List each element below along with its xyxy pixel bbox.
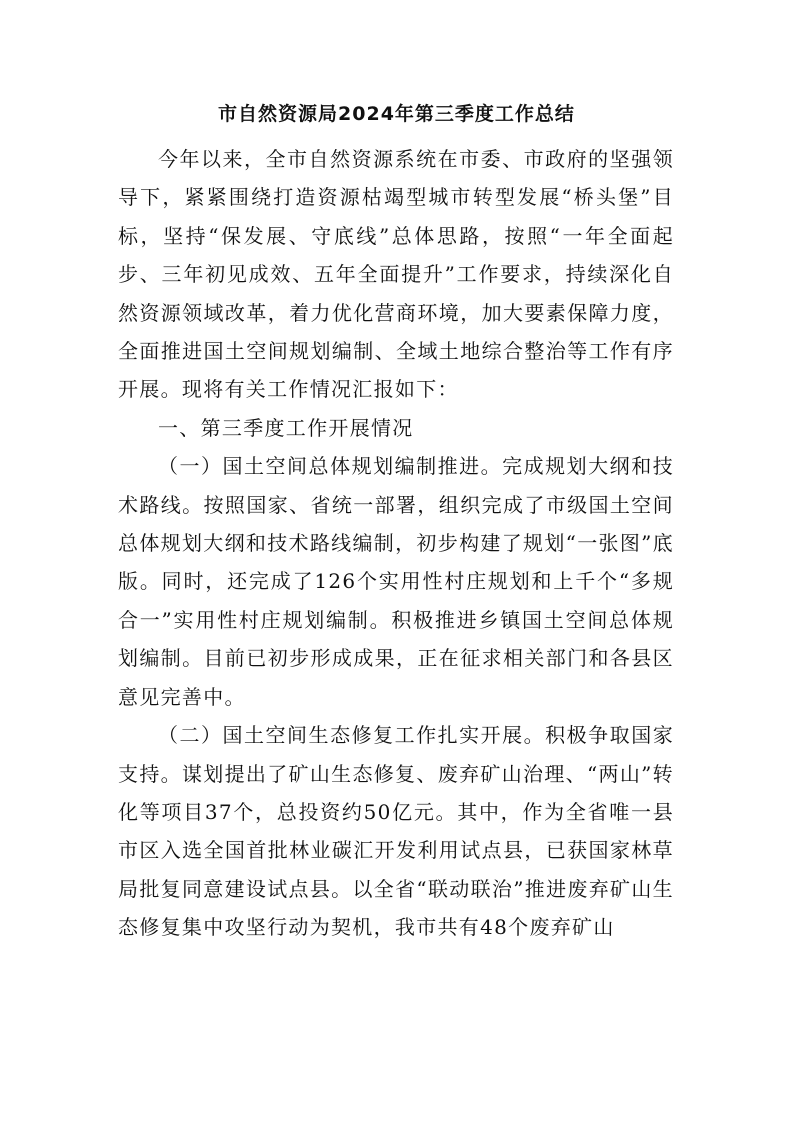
document-title: 市自然资源局2024年第三季度工作总结	[218, 103, 575, 125]
ecology-paragraph: （二）国土空间生态修复工作扎实开展。积极争取国家支持。谋划提出了矿山生态修复、废弃矿山治理、“两山”转化等项目37个，总投资约50亿元。其中，作为全省唯一县市区入选全国首批林业碳汇开发利用试点县，已获国家林草局批复同意建设试点县。以全省“联动联治”推进废弃矿山生态修复集中攻坚行动为契机，我市共有48个废弃矿山	[118, 723, 674, 940]
planning-paragraph: （一）国土空间总体规划编制推进。完成规划大纲和技术路线。按照国家、省统一部署，组织完成了市级国土空间总体规划大纲和技术路线编制，初步构建了规划“一张图”底版。同时，还完成了126个实用性村庄规划和上千个“多规合一”实用性村庄规划编制。积极推进乡镇国土空间总体规划编制。目前已初步形成成果，正在征求相关部门和各县区意见完善中。	[118, 454, 674, 709]
intro-paragraph: 今年以来，全市自然资源系统在市委、市政府的坚强领导下，紧紧围绕打造资源枯竭型城市转型发展“桥头堡”目标，坚持“保发展、守底线”总体思路，按照“一年全面起步、三年初见成效、五年全面提升”工作要求，持续深化自然资源领域改革，着力优化营商环境，加大要素保障力度，全面推进国土空间规划编制、全域土地综合整治等工作有序开展。现将有关工作情况汇报如下：	[118, 147, 674, 402]
section-heading: 一、第三季度工作开展情况	[158, 415, 414, 440]
document-body	[118, 140, 674, 947]
